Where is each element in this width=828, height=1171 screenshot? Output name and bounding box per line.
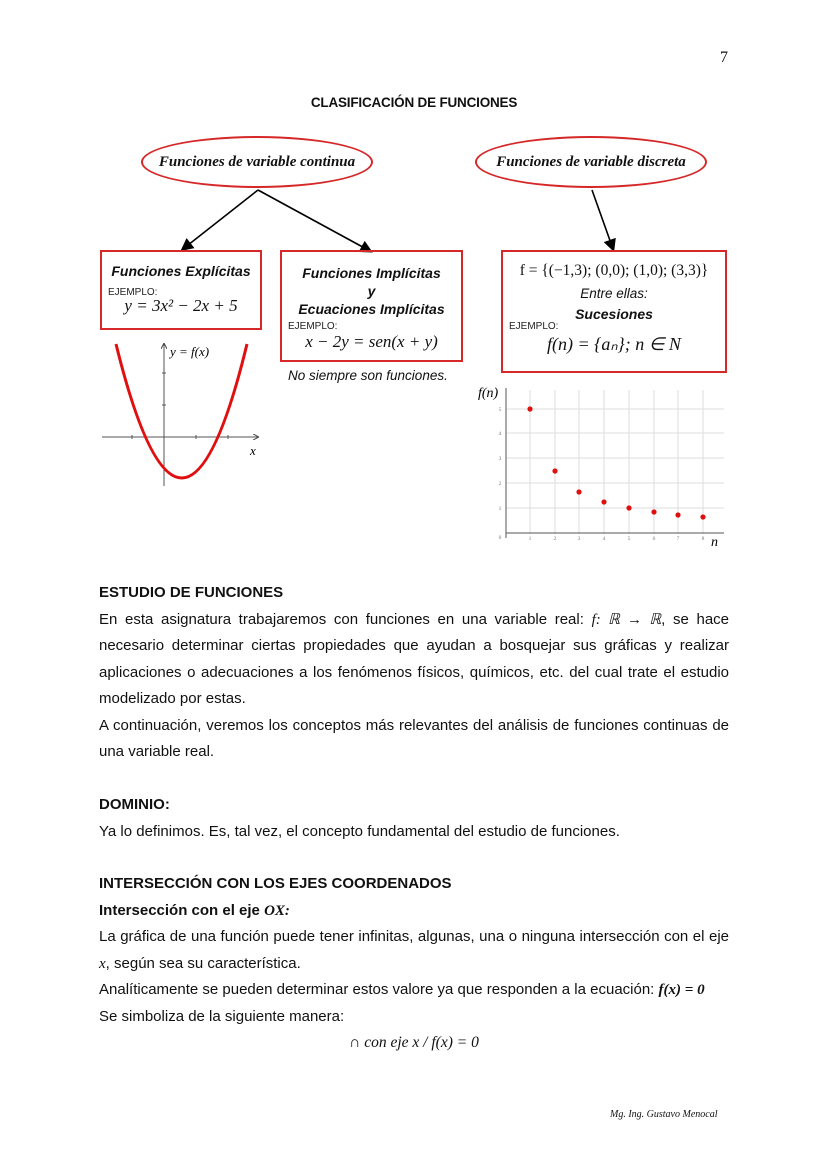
discrete-variable-ellipse bbox=[475, 136, 707, 188]
explicit-example: y = 3x² − 2x + 5 bbox=[124, 296, 238, 315]
svg-text:7: 7 bbox=[676, 536, 680, 542]
heading-dominio: DOMINIO: bbox=[99, 796, 170, 813]
explicit-functions-box bbox=[100, 250, 262, 330]
heading-interseccion: INTERSECCIÓN CON LOS EJES COORDENADOS bbox=[99, 875, 452, 892]
implicit-title-2: y bbox=[367, 283, 376, 299]
subheading-eje-ox: Intersección con el eje OX: bbox=[99, 901, 290, 919]
svg-text:8: 8 bbox=[701, 536, 705, 542]
svg-text:1: 1 bbox=[528, 536, 532, 542]
chart-points bbox=[527, 406, 705, 519]
section-dominio bbox=[99, 792, 729, 845]
paragraph-interseccion-3: Se simboliza de la siguiente manera: bbox=[99, 1007, 345, 1025]
implicit-example: x − 2y = sen(x + y) bbox=[305, 332, 438, 351]
chart-grid bbox=[506, 390, 724, 534]
svg-text:4: 4 bbox=[498, 431, 502, 437]
svg-text:3: 3 bbox=[577, 536, 581, 542]
implicit-title-1: Funciones Implícitas bbox=[302, 265, 441, 281]
chart-x-label: n bbox=[711, 535, 718, 550]
continuous-variable-ellipse bbox=[141, 136, 373, 188]
section-estudio bbox=[99, 580, 729, 766]
svg-text:2: 2 bbox=[553, 536, 557, 542]
explicit-title: Funciones Explícitas bbox=[111, 263, 251, 279]
footer-author: Mg. Ing. Gustavo Menocal bbox=[610, 1109, 718, 1120]
sequences-label: Sucesiones bbox=[575, 306, 653, 322]
math-inline: f: ℝ → ℝ bbox=[591, 611, 662, 628]
discrete-variable-label: Funciones de variable discreta bbox=[496, 153, 686, 170]
page-title: CLASIFICACIÓN DE FUNCIONES bbox=[310, 95, 518, 110]
x-axis-label: x bbox=[250, 443, 256, 458]
example-label: EJEMPLO: bbox=[108, 287, 158, 298]
diagram-arrows bbox=[0, 0, 828, 260]
parabola-graph bbox=[98, 340, 268, 490]
sequence-example: f(n) = {aₙ}; n ∈ N bbox=[547, 334, 681, 354]
example-label: EJEMPLO: bbox=[288, 321, 338, 332]
paragraph-interseccion-2: Analíticamente se pueden determinar estos valore ya que responden a la ecuación: f(x) = 0 bbox=[99, 981, 705, 998]
svg-text:1: 1 bbox=[498, 506, 502, 512]
svg-text:5: 5 bbox=[498, 407, 502, 413]
svg-text:2: 2 bbox=[498, 481, 502, 487]
y-axis-label: y = f(x) bbox=[170, 344, 210, 359]
svg-text:4: 4 bbox=[602, 536, 606, 542]
svg-text:5: 5 bbox=[627, 536, 631, 542]
paragraph-dominio: Ya lo definimos. Es, tal vez, el concepto fundamental del estudio de funciones. bbox=[99, 822, 620, 840]
heading-estudio: ESTUDIO DE FUNCIONES bbox=[99, 584, 284, 601]
section-interseccion bbox=[99, 871, 729, 1057]
example-label: EJEMPLO: bbox=[509, 321, 559, 332]
svg-text:3: 3 bbox=[498, 456, 502, 462]
implicit-functions-box bbox=[280, 250, 463, 362]
implicit-note: No siempre son funciones. bbox=[288, 368, 448, 383]
paragraph-interseccion-1: La gráfica de una función puede tener infinitas, algunas, una o ninguna intersección con el eje x, según sea su característica. bbox=[99, 928, 729, 972]
chart-y-label: f(n) bbox=[478, 386, 499, 401]
sequence-scatter-chart bbox=[478, 382, 728, 550]
implicit-title-3: Ecuaciones Implícitas bbox=[298, 301, 445, 317]
svg-text:6: 6 bbox=[652, 536, 656, 542]
continuous-variable-label: Funciones de variable continua bbox=[158, 153, 356, 170]
parabola-curve bbox=[116, 344, 247, 478]
discrete-functions-box bbox=[501, 250, 727, 373]
page-number: 7 bbox=[720, 49, 728, 66]
intersection-formula: ∩ con eje x / f(x) = 0 bbox=[349, 1034, 479, 1051]
among-them-label: Entre ellas: bbox=[580, 286, 648, 301]
discrete-set-example: f = {(−1,3); (0,0); (1,0); (3,3)} bbox=[519, 262, 709, 279]
paragraph-estudio-2: A continuación, veremos los conceptos más relevantes del análisis de funciones continuas de una variable real. bbox=[99, 716, 729, 760]
svg-text:0: 0 bbox=[498, 535, 502, 541]
paragraph-estudio-1: En esta asignatura trabajaremos con funciones en una variable real: f: ℝ → ℝ, se hace necesario determinar ciertas propiedades que ayudan a bosquejar sus gráficas y realizar aplicaciones o adecuaciones a los fenómenos físicos, químicos, etc. del cual trate el estudio modelizado por estas. bbox=[99, 610, 729, 707]
